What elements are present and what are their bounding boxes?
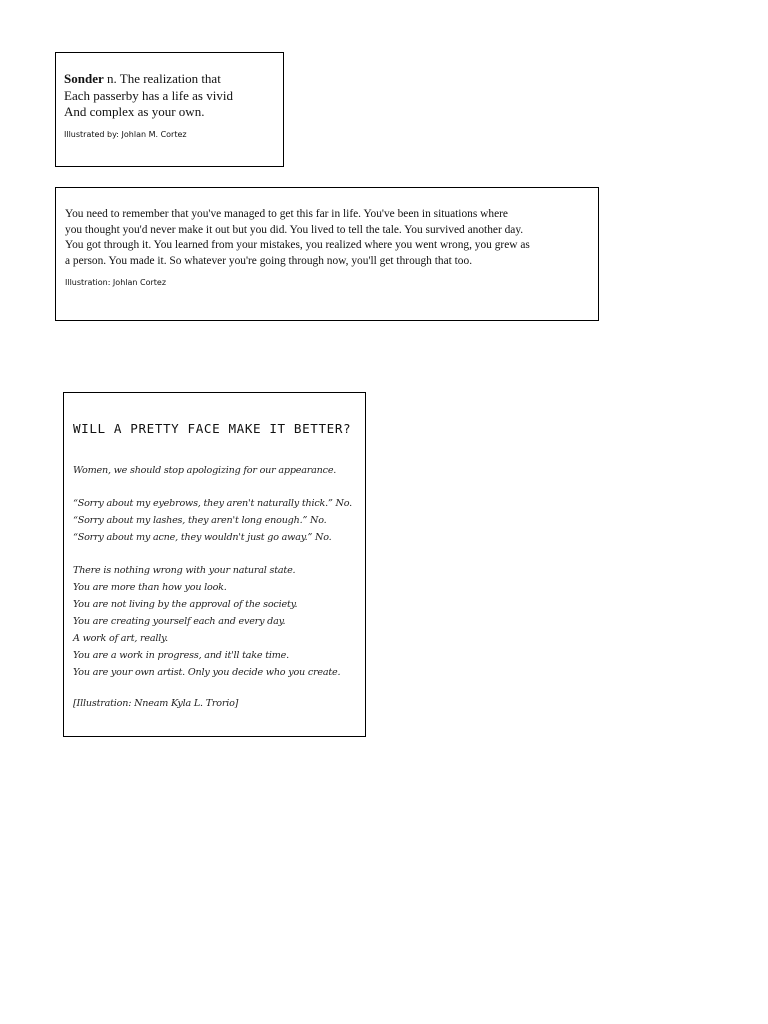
remember-line: You got through it. You learned from your mistakes, you realized where you went wrong, you grew as [65,239,530,252]
sonder-term: Sonder [64,71,104,86]
remember-line: You need to remember that you've managed to get this far in life. You've been in situations where [65,208,508,220]
remember-paragraph [65,207,590,269]
pretty-affirmation: There is nothing wrong with your natural state. [73,565,296,576]
sonder-line-2: Each passerby has a life as vivid [64,87,233,103]
sonder-credit: Illustrated by: Johlan M. Cortez [64,129,187,139]
sonder-line-3: And complex as your own. [64,104,205,119]
sonder-definition [64,71,283,121]
pretty-affirmation: You are more than how you look. [73,582,227,593]
sonder-line-1 [64,71,283,88]
remember-line: a person. You made it. So whatever you're going through now, you'll get through that too. [65,254,473,267]
pretty-face-title: WILL A PRETTY FACE MAKE IT BETTER? [73,421,352,436]
pretty-quote: “Sorry about my lashes, they aren't long enough.” No. [73,515,327,526]
pretty-credit: [Illustration: Nneam Kyla L. Trorio] [73,698,239,709]
remember-credit: Illustration: Johlan Cortez [65,278,167,288]
remember-quote-box [55,187,599,321]
sonder-quote-box [55,52,284,167]
pretty-face-box [63,392,366,737]
remember-line: you thought you'd never make it out but you did. You lived to tell the tale. You survived another day. [65,223,524,236]
pretty-affirmation: You are a work in progress, and it'll take time. [73,650,289,661]
pretty-quote: “Sorry about my acne, they wouldn't just go away.” No. [73,532,332,543]
pretty-affirmation: You are creating yourself each and every day. [73,616,286,627]
pretty-face-body [73,462,365,712]
pretty-intro: Women, we should stop apologizing for our appearance. [73,465,337,476]
pretty-affirmation: You are your own artist. Only you decide who you create. [73,667,341,678]
sonder-line-1-rest: n. The realization that [103,71,221,86]
pretty-quote: “Sorry about my eyebrows, they aren't naturally thick.” No. [73,498,352,509]
pretty-affirmation: You are not living by the approval of the society. [73,599,298,610]
pretty-affirmation: A work of art, really. [73,633,168,644]
